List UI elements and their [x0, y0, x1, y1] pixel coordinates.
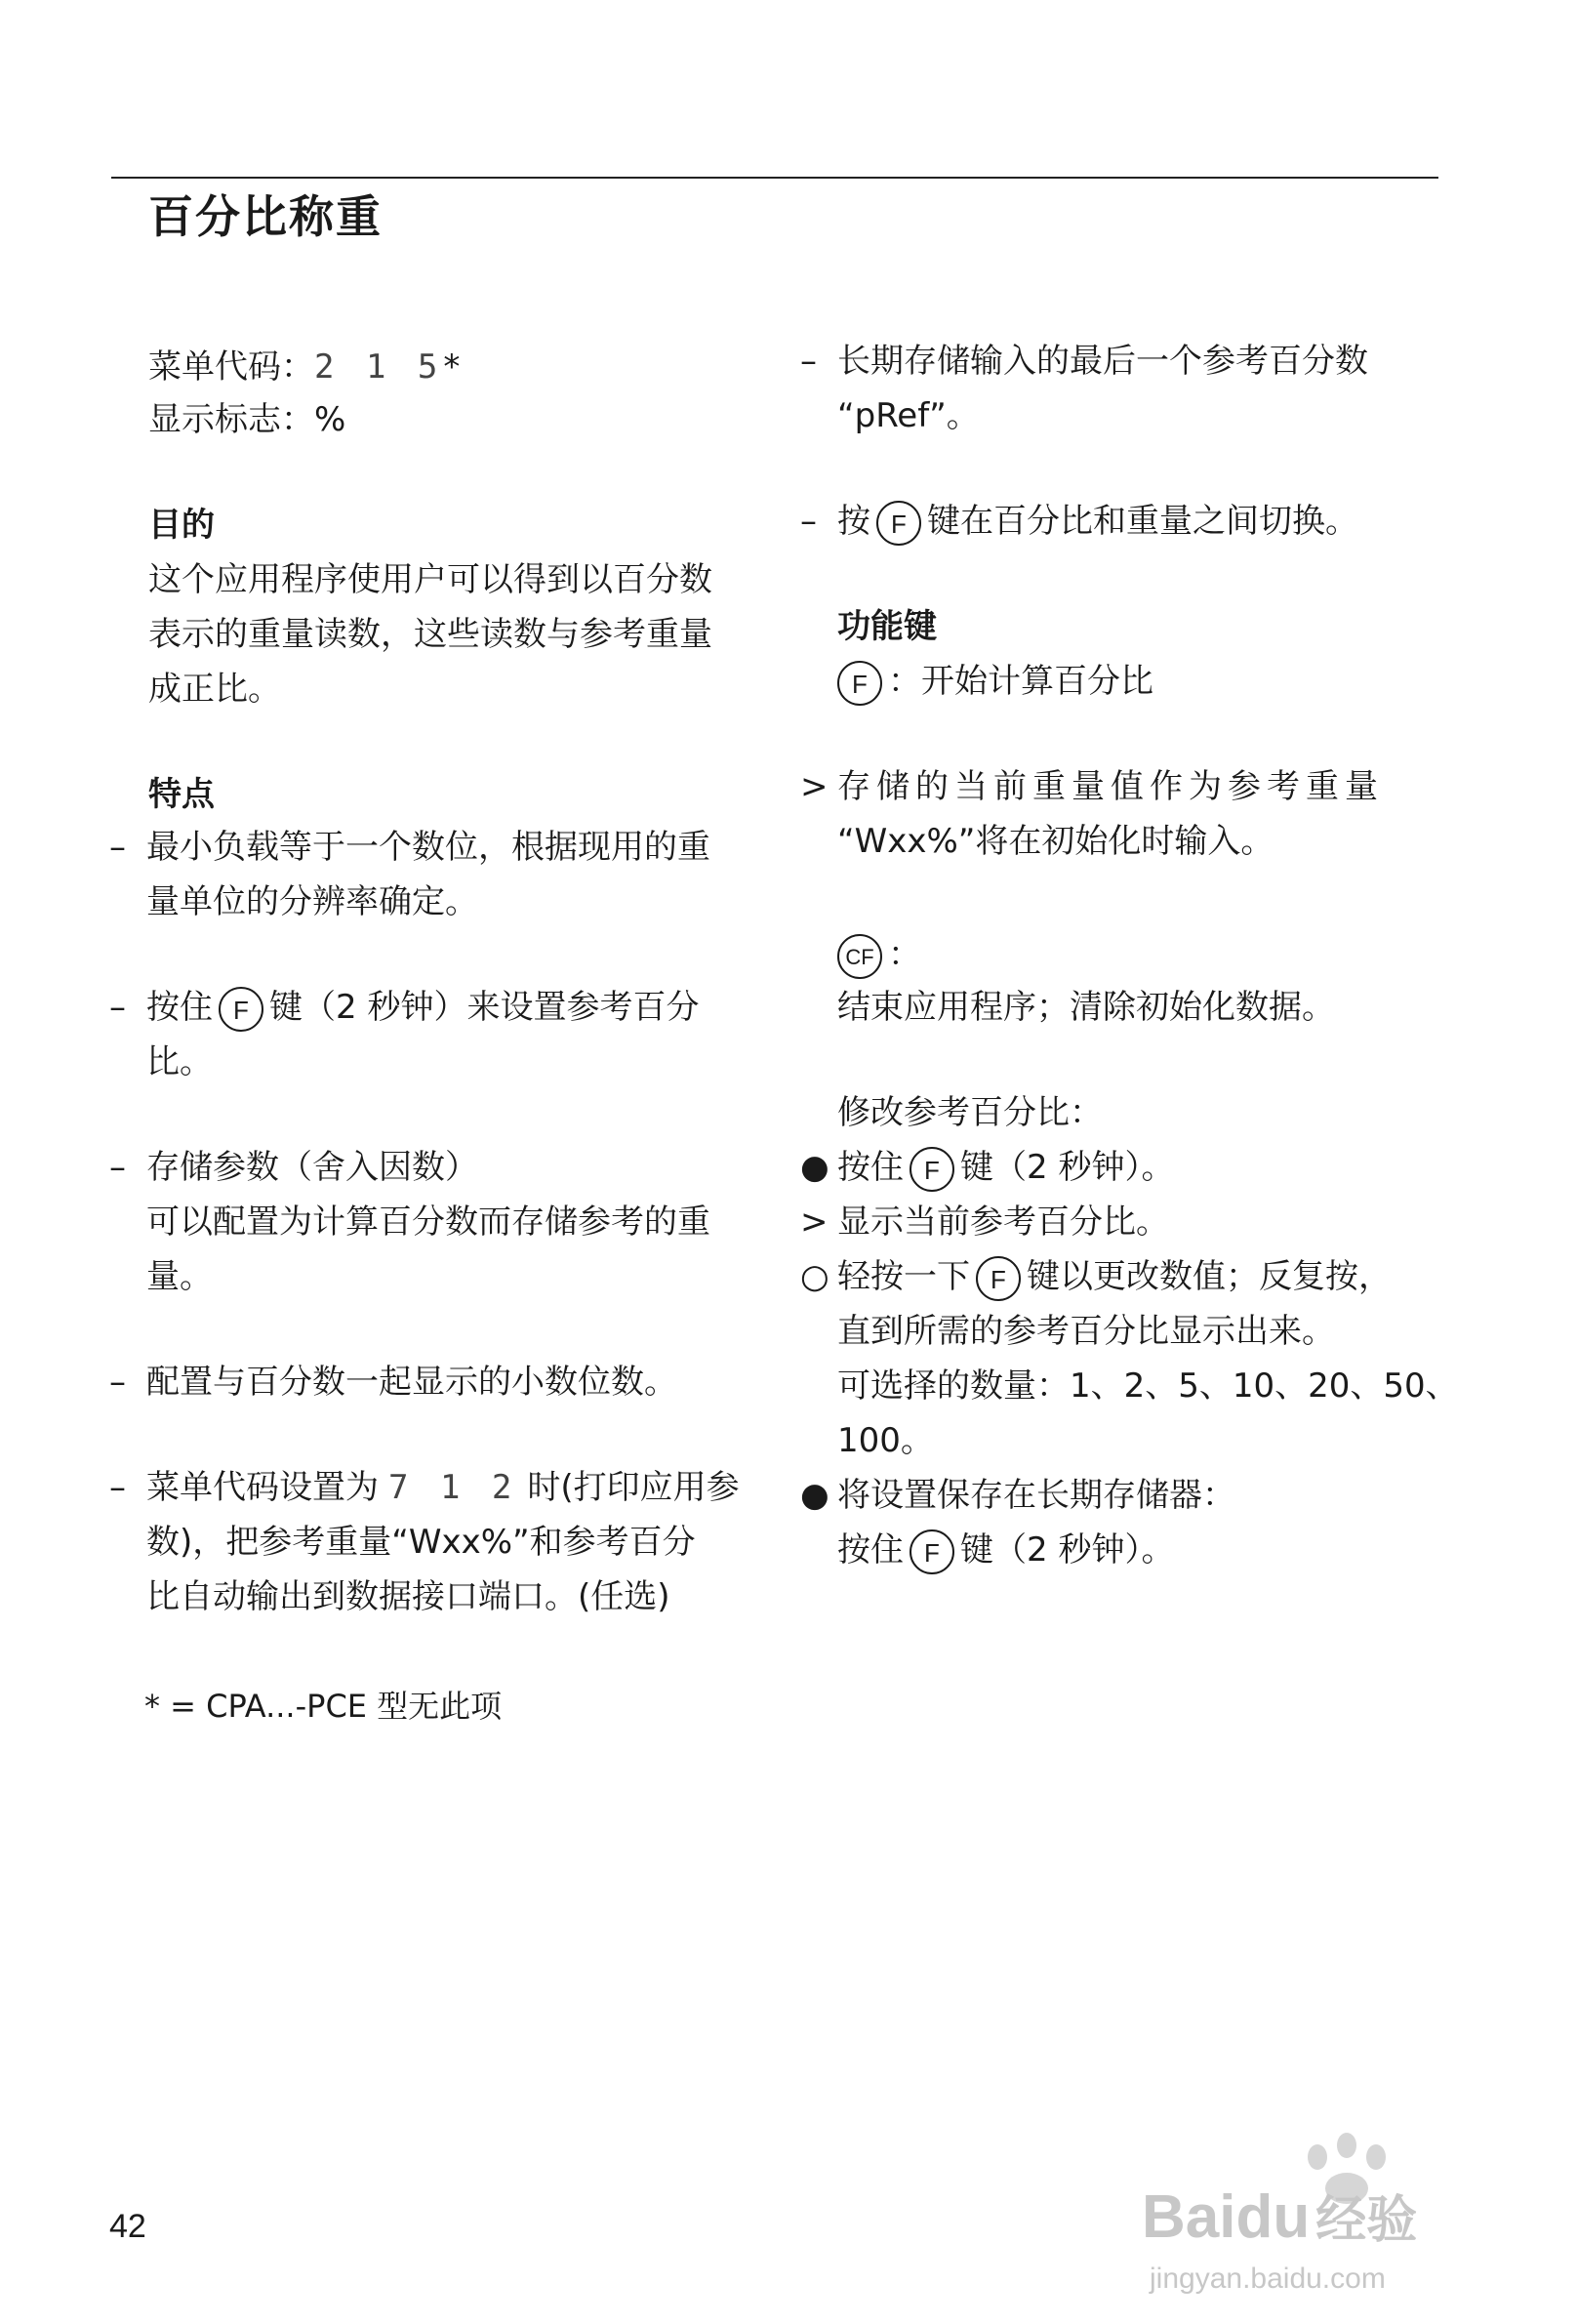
right-item-1: [800, 334, 1368, 388]
feature-text: 量。: [146, 1257, 213, 1296]
feature-1: [109, 820, 710, 875]
dash-marker: –: [800, 342, 817, 381]
bullet-marker: ●: [800, 1476, 829, 1515]
right-text: ：: [888, 935, 921, 974]
dash-marker: –: [800, 502, 817, 541]
right-text: 显示当前参考百分比。: [837, 1203, 1169, 1242]
right-text: 键（2 秒钟）。: [960, 1530, 1175, 1570]
function-keys-heading: 功能键: [837, 607, 937, 646]
right-text: 结束应用程序；清除初始化数据。: [837, 988, 1335, 1027]
watermark-brand2: du: [1235, 2183, 1311, 2251]
feature-4: [109, 1355, 677, 1409]
right-text: 按住: [837, 1530, 904, 1570]
feature-text: 比自动输出到数据接口端口。(任选): [146, 1577, 670, 1616]
right-item-2: [800, 494, 1358, 549]
menu-code-value: 2 1 5: [314, 347, 444, 387]
right-text: “pRef”。: [837, 396, 980, 435]
footnote: * = CPA...-PCE 型无此项: [144, 1688, 503, 1725]
menu-code-label: 菜单代码：: [148, 347, 314, 387]
baidu-watermark: [1142, 2128, 1513, 2304]
feature-text: 量单位的分辨率确定。: [146, 882, 478, 921]
right-text: 按住: [837, 1148, 904, 1187]
purpose-line: 表示的重量读数，这些读数与参考重量: [148, 615, 712, 654]
f-key-icon: F: [910, 1529, 954, 1574]
header-rule: [111, 177, 1438, 179]
step-2: [800, 1195, 1169, 1249]
f-key-icon: F: [876, 501, 921, 546]
right-text: ：开始计算百分比: [888, 662, 1153, 701]
right-text: “Wxx%”将在初始化时输入。: [837, 822, 1274, 861]
right-text: 键以更改数值；反复按，: [1027, 1257, 1392, 1296]
watermark-brand: Bai: [1142, 2183, 1236, 2251]
feature-text: 时(打印应用参: [527, 1468, 740, 1507]
step-4-detail: [837, 1523, 1174, 1577]
feature-text: 按住: [146, 988, 213, 1027]
modify-heading: 修改参考百分比：: [837, 1093, 1103, 1132]
feature-text: 配置与百分数一起显示的小数位数。: [146, 1363, 677, 1402]
right-text: 键在百分比和重量之间切换。: [927, 502, 1358, 541]
feature-text: 菜单代码设置为: [146, 1468, 379, 1507]
feature-2: [109, 980, 699, 1035]
store-line: [800, 759, 1384, 814]
feature-text: 可以配置为计算百分数而存储参考的重: [146, 1203, 710, 1242]
step-1: [800, 1140, 1174, 1195]
feature-text: 数)，把参考重量“Wxx%”和参考百分: [146, 1523, 696, 1562]
dash-marker: –: [109, 828, 126, 867]
dash-marker: –: [109, 1468, 126, 1507]
feature-3: [109, 1140, 478, 1195]
arrow-marker: >: [800, 1203, 829, 1242]
bullet-marker: ●: [800, 1148, 829, 1187]
page-number: 42: [109, 2208, 146, 2245]
feature-text: 最小负载等于一个数位，根据现用的重: [146, 828, 710, 867]
dash-marker: –: [109, 1148, 126, 1187]
feature-text: 键（2 秒钟）来设置参考百分: [269, 988, 700, 1027]
menu-code-712: 7 1 2: [388, 1468, 518, 1507]
right-text: 长期存储输入的最后一个参考百分数: [837, 342, 1368, 381]
f-key-icon: F: [976, 1256, 1021, 1301]
f-key-icon: F: [837, 661, 882, 706]
circle-marker: ○: [800, 1257, 829, 1296]
display-symbol-line: 显示标志：%: [148, 400, 346, 439]
menu-code-line: [148, 340, 460, 394]
f-key-icon: F: [219, 987, 263, 1032]
right-text: 直到所需的参考百分比显示出来。: [837, 1312, 1335, 1351]
f-key-icon: F: [910, 1147, 954, 1192]
dash-marker: –: [109, 1363, 126, 1402]
dash-marker: –: [109, 988, 126, 1027]
right-text: 100。: [837, 1421, 934, 1460]
right-text: 将设置保存在长期存储器：: [837, 1476, 1235, 1515]
purpose-line: 这个应用程序使用户可以得到以百分数: [148, 560, 712, 599]
cf-key-icon: CF: [837, 934, 882, 979]
purpose-line: 成正比。: [148, 670, 281, 709]
step-4: [800, 1468, 1235, 1523]
watermark-url: jingyan.baidu.com: [1150, 2263, 1386, 2295]
f-key-function: [837, 654, 1153, 709]
watermark-cn: 经验: [1315, 2192, 1418, 2249]
right-text: 按: [837, 502, 870, 541]
cf-key-line: [837, 927, 921, 982]
page-title: 百分比称重: [148, 190, 383, 243]
feature-5: [109, 1460, 740, 1515]
purpose-heading: 目的: [148, 506, 215, 545]
right-text: 键（2 秒钟）。: [960, 1148, 1175, 1187]
features-heading: 特点: [148, 775, 215, 814]
step-3: [800, 1249, 1392, 1304]
feature-text: 比。: [146, 1042, 213, 1081]
right-text: 存储的当前重量值作为参考重量: [837, 767, 1384, 806]
arrow-marker: >: [800, 767, 829, 806]
feature-text: 存储参数（舍入因数）: [146, 1148, 478, 1187]
menu-code-asterisk: *: [443, 347, 461, 387]
right-text: 可选择的数量：1、2、5、10、20、50、: [837, 1366, 1459, 1406]
right-text: 轻按一下: [837, 1257, 970, 1296]
